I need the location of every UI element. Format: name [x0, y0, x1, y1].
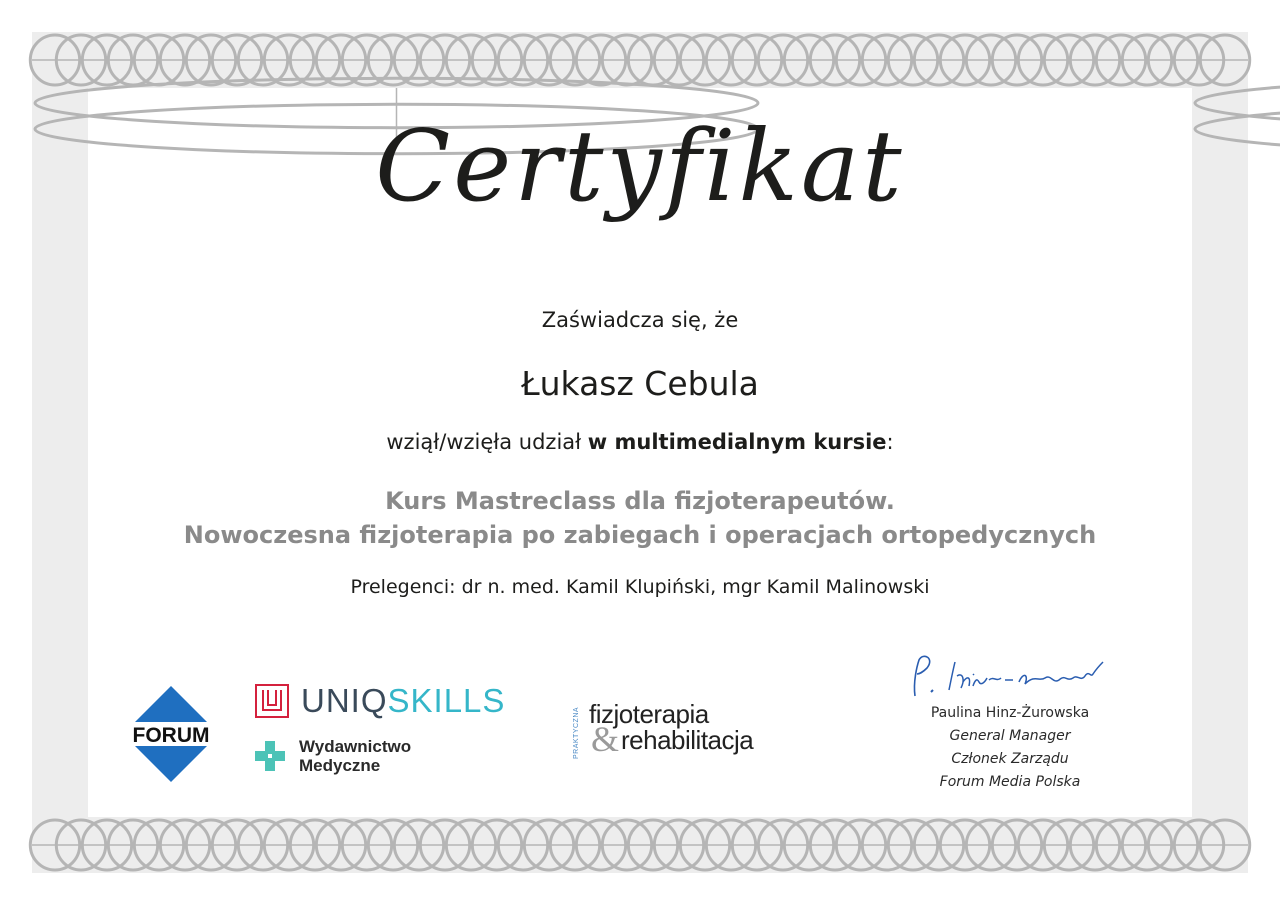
intro-text: Zaświadcza się, że: [541, 308, 739, 332]
fr-ampersand: &: [591, 719, 620, 759]
uniqskills-part1: UNIQ: [301, 682, 388, 719]
speakers-text: Prelegenci: dr n. med. Kamil Klupiński, mgr Kamil Malinowski: [350, 576, 930, 598]
participation-bold: w multimedialnym kursie: [587, 430, 887, 454]
participation-suffix: :: [886, 430, 894, 454]
uniqskills-logo: [255, 684, 505, 718]
certificate-title: Certyfikat: [375, 110, 905, 224]
medical-cross-icon: [253, 739, 287, 773]
fr-line-1: fizjoterapia: [589, 699, 709, 729]
wydawnictwo-line-2: Medyczne: [299, 756, 381, 775]
wydawnictwo-line-1: Wydawnictwo: [299, 737, 412, 756]
handwritten-signature: [905, 652, 1115, 702]
forum-wordmark: FORUM: [132, 724, 210, 747]
signer-role-2: Członek Zarządu: [951, 751, 1069, 767]
fr-small-label: PRAKTYCZNA: [573, 706, 580, 759]
forum-logo: [123, 686, 219, 782]
recipient-name: Łukasz Cebula: [521, 364, 759, 403]
uniqskills-icon: [255, 684, 289, 718]
course-title: [0, 484, 1280, 552]
fr-line-2: rehabilitacja: [621, 725, 754, 755]
participation-prefix: wziął/wzięła udział: [386, 430, 588, 454]
course-line-2: Nowoczesna fizjoterapia po zabiegach i operacjach ortopedycznych: [183, 521, 1097, 549]
signer-role-3: Forum Media Polska: [939, 774, 1081, 790]
participation-text: [0, 430, 1280, 454]
signer-name: Paulina Hinz-Żurowska: [930, 705, 1090, 721]
course-line-1: Kurs Mastreclass dla fizjoterapeutów.: [385, 487, 895, 515]
uniqskills-part2: SKILLS: [387, 682, 506, 719]
fizjoterapia-rehabilitacja-logo: [573, 697, 773, 767]
signer-role-1: General Manager: [949, 728, 1071, 744]
wydawnictwo-medyczne-logo: [253, 737, 411, 775]
